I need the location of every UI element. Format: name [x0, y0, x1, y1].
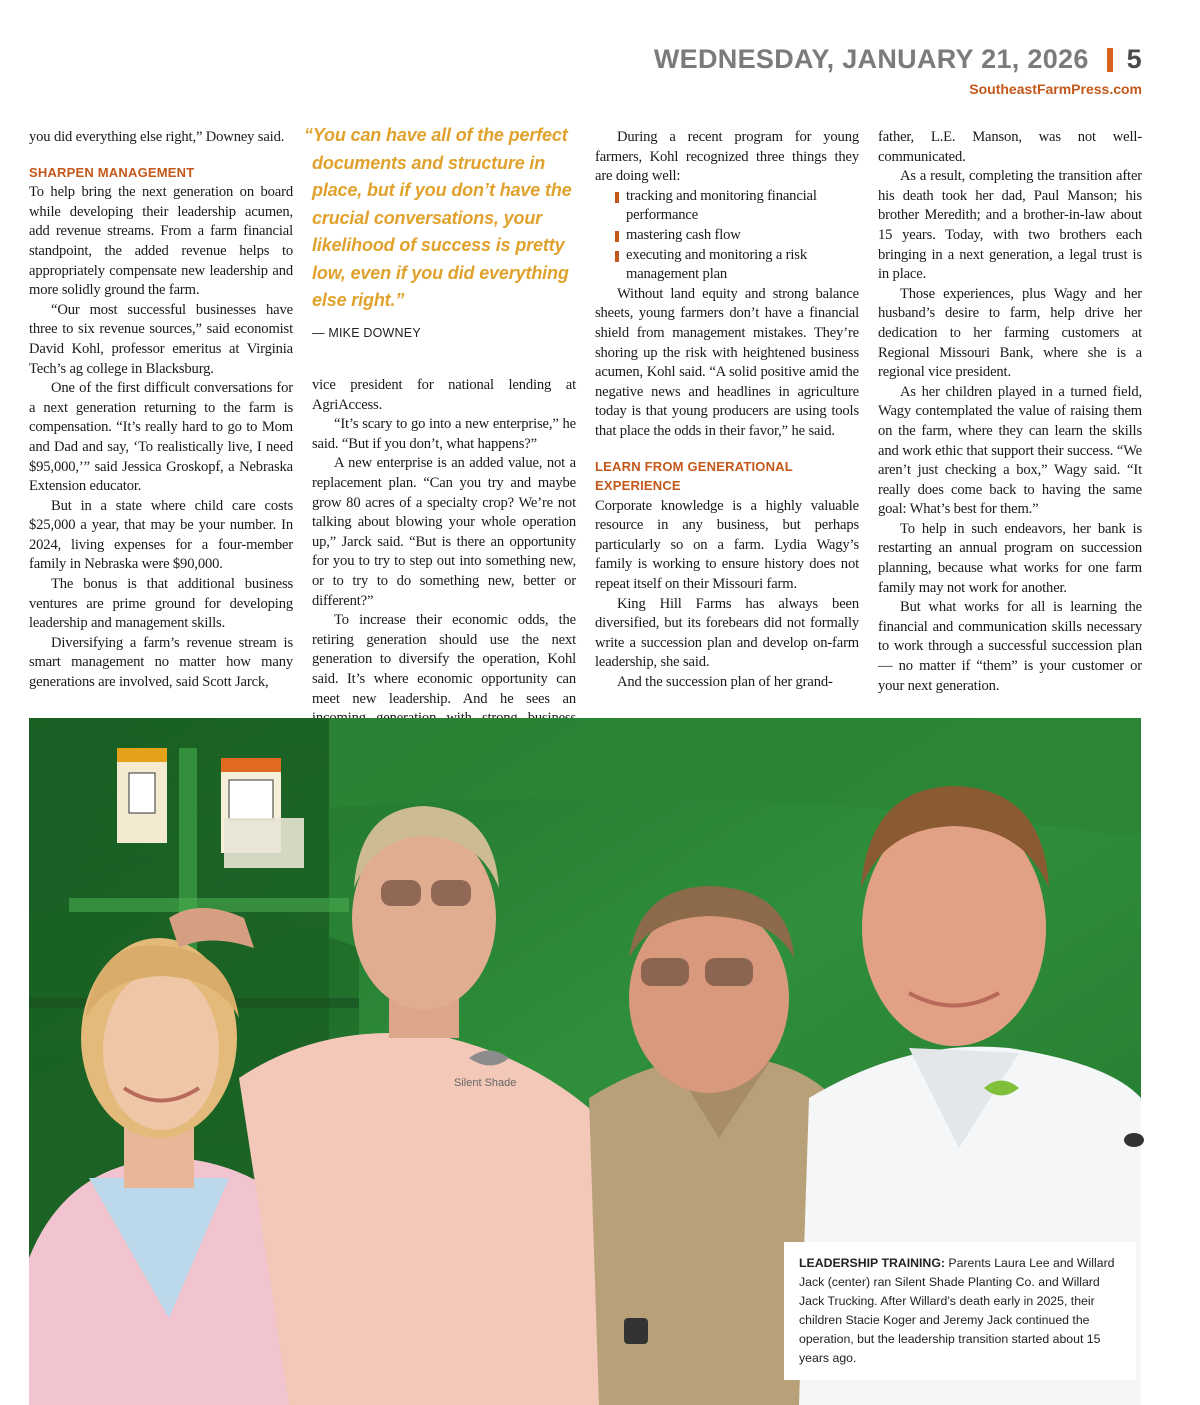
- paragraph: “Our most successful businesses have three to six revenue sources,” said economist David Kohl, professor emeritus at Virginia Tech’s ag college in Blacksburg.: [29, 301, 293, 377]
- paragraph: vice president for national lending at AgriAccess.: [312, 377, 576, 413]
- paragraph: And the succession plan of her grand-: [617, 674, 833, 691]
- paragraph: During a recent program for young farmers, Kohl recognized three things they are doing well:: [595, 129, 859, 185]
- quote-close-mark: ”: [395, 290, 405, 310]
- paragraph: As a result, completing the transition after his death took her dad, Paul Manson; his brother Meredith; and a brother-in-law about 15 years. Today, with two brothers each bringing in a next generation, a legal trust is in place.: [878, 168, 1142, 283]
- paragraph: But in a state where child care costs $25,000 a year, that may be your number. In 2024, living expenses for a four-member family in Nebraska were $90,000.: [29, 497, 293, 573]
- paragraph: Without land equity and strong balance sheets, young farmers don’t have a financial shield from management mistakes. They’re shoring up the risk with heightened business acumen, Kohl said. “A solid positive amid the negative news and headlines in agriculture today is that young producers are using tools that place the odds in their favor,” he said.: [595, 285, 859, 439]
- quote-open-mark: “: [304, 125, 313, 145]
- list-item: tracking and monitoring financial performance: [595, 187, 859, 226]
- paragraph: To increase their economic odds, the retiring generation should use the next generation to diversify the operation, Kohl said. It’s where economic opportunity can meet new leadership. And he sees an: [312, 612, 576, 707]
- column-2-body: [312, 376, 576, 748]
- paragraph: Those experiences, plus Wagy and her husband’s desire to farm, help drive her dedication to her farming customers at Regional Missouri Bank, where she is a regional vice president.: [878, 285, 1142, 381]
- article-column-2: [304, 125, 576, 707]
- list-item: mastering cash flow: [595, 226, 859, 246]
- list-item: executing and monitoring a risk management plan: [595, 246, 859, 285]
- paragraph: But what works for all is learning the financial and communication skills necessary to work through a successful succession plan — no matter if “them” is your customer or your next generation.: [878, 599, 1142, 694]
- paragraph: “It’s scary to go into a new enterprise,” he said. “But if you don’t, what happens?”: [312, 416, 576, 452]
- caption-label: LEADERSHIP TRAINING:: [799, 1256, 949, 1270]
- article-column-3: [595, 128, 859, 700]
- site-url: SoutheastFarmPress.com: [969, 81, 1142, 97]
- paragraph: you did everything else right,” Downey said.: [29, 129, 285, 145]
- paragraph: father, L.E. Manson, was not well-communicated.: [878, 129, 1142, 165]
- paragraph: To help bring the next generation on board while developing their leadership acumen, add revenue streams. From a farm financial standpoint, the added revenue helps to appropriately compensate new leadership and more solidly ground the farm.: [29, 184, 293, 299]
- paragraph: Corporate knowledge is a highly valuable resource in any business, but perhaps particularly so on a farm. Lydia Wagy’s family is working to ensure history does not repeat itself on their Missouri farm.: [595, 497, 859, 593]
- paragraph: The bonus is that additional business ventures are prime ground for developing leadership and management skills.: [29, 576, 293, 632]
- shirt-logo-text: Silent Shade: [454, 1077, 517, 1089]
- paragraph: To help in such endeavors, her bank is restarting an annual program on succession planning, because what works for one farm family may not work for another.: [878, 520, 1142, 596]
- subhead-learn-from-generational-experience: LEARN FROM GENERATIONAL EXPERIENCE: [595, 458, 793, 494]
- photo-caption: [784, 1242, 1136, 1380]
- pull-quote-text: You can have all of the perfect documents and structure in place, but if you don’t have the crucial conversations, your likelihood of success is pretty low, even if you did everything else right.: [312, 125, 572, 310]
- paragraph: Diversifying a farm’s revenue stream is smart management no matter how many generations are involved, said Scott Jarck,: [29, 634, 293, 691]
- paragraph: A new enterprise is an added value, not a replacement plan. “Can you try and maybe grow 80 acres of a specialty crop? We’re not talking about blowing your whole operation up,” Jarck said. “But is there an opportunity for you to try to step out into something new, or to try to do something new, better or different?”: [312, 455, 576, 609]
- issue-date-header: [654, 44, 1142, 75]
- pull-quote-attribution: — MIKE DOWNEY: [312, 325, 421, 340]
- header-divider: [1107, 48, 1113, 72]
- paragraph: As her children played in a turned field, Wagy contemplated the value of raising them on the farm, where they can learn the skills and work ethic that support their success. “We aren’t just checking a box,” Wagy said. “It really does come back to having the same goal: What’s best for them.”: [878, 383, 1142, 518]
- subhead-sharpen-management: SHARPEN MANAGEMENT: [29, 164, 195, 180]
- issue-date: WEDNESDAY, JANUARY 21, 2026: [653, 44, 1089, 74]
- article-column-1: [29, 128, 293, 700]
- caption-text: Parents Laura Lee and Willard Jack (center) ran Silent Shade Planting Co. and Willard Jack Trucking. After Willard’s death early in 2025, their children Stacie Koger and Jeremy Jack continued the operation, but the leadership transition started about 15 years ago.: [799, 1256, 1115, 1365]
- paragraph: One of the first difficult conversations for a next generation returning to the farm is compensation. “It’s really hard to go to Mom and Dad and say, ‘To realistically live, I need $95,000,’” said Jessica Groskopf, a Nebraska Extension educator.: [29, 380, 293, 495]
- paragraph: King Hill Farms has always been diversified, but its forebears did not formally write a succession plan and develop on-farm leadership, she said.: [595, 595, 859, 671]
- bullet-list: [595, 187, 859, 285]
- article-column-4: [878, 128, 1142, 700]
- page-number: 5: [1126, 44, 1142, 74]
- pull-quote: [304, 122, 576, 315]
